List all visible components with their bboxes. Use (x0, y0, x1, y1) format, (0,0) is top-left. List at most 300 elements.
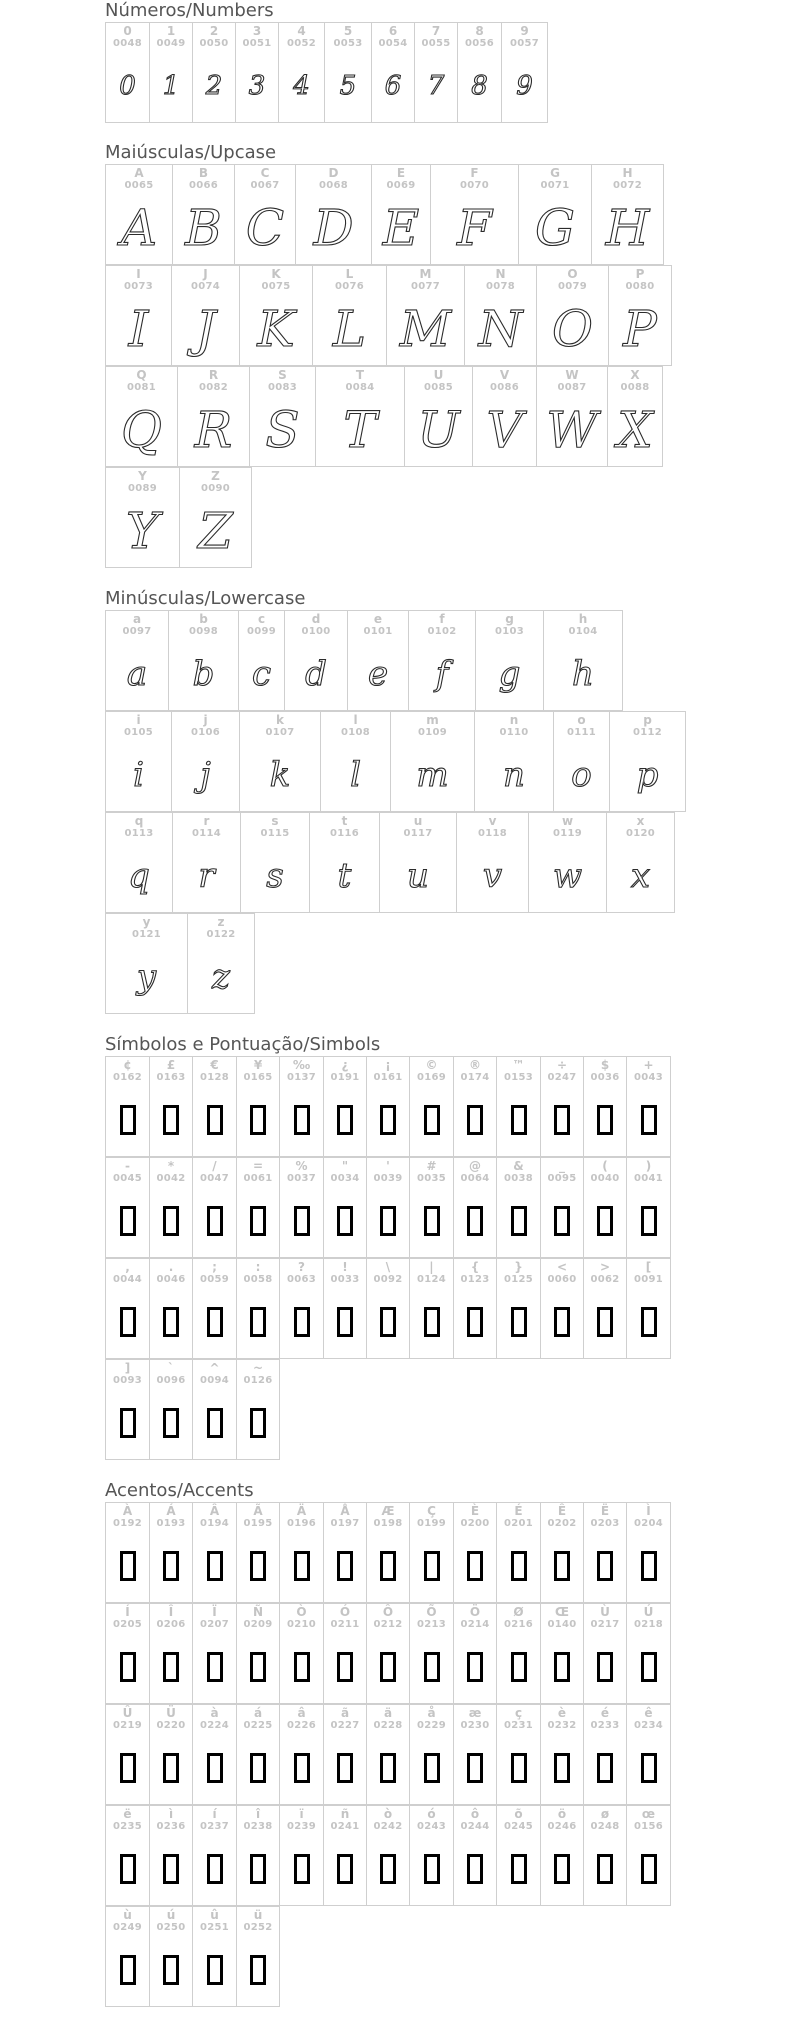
glyph-char-label: W (565, 368, 579, 382)
glyph-sample: Y (125, 502, 159, 560)
glyph-char-label: Ò (296, 1605, 307, 1619)
glyph-cell (408, 610, 476, 711)
glyph-cell (496, 1258, 541, 1359)
missing-glyph-icon (541, 1532, 583, 1600)
glyph-char-label: ó (427, 1807, 436, 1821)
glyph-char-label: j (203, 713, 208, 727)
glyph-char-label: ? (298, 1260, 305, 1274)
glyph-sample: 8 (471, 71, 488, 101)
glyph-cell (409, 1603, 454, 1704)
glyph-char-label: Ã (253, 1504, 263, 1518)
glyph-sample: O (552, 300, 593, 358)
glyph-char-label: ~ (252, 1361, 264, 1375)
glyph-code-label: 0085 (423, 382, 454, 393)
glyph-char-label: i (136, 713, 141, 727)
glyph-sample: c (251, 654, 272, 694)
glyph-sample: C (245, 199, 285, 257)
glyph-char-label: ç (514, 1706, 523, 1720)
glyph-cell (366, 1056, 410, 1157)
glyph-char-label: 1 (166, 24, 176, 38)
glyph-code-label: 0209 (243, 1619, 273, 1630)
glyph-code-label: 0174 (460, 1072, 490, 1083)
section-title: Símbolos e Pontuação/Simbols (105, 1034, 381, 1055)
section (105, 0, 547, 123)
glyph-code-label: 0060 (547, 1274, 577, 1285)
glyph-cell (192, 1258, 237, 1359)
glyph-code-label: 0045 (112, 1173, 143, 1184)
glyph-row (105, 1603, 670, 1704)
missing-glyph-icon (584, 1288, 626, 1356)
glyph-row (105, 812, 685, 913)
glyph-code-label: 0069 (386, 180, 416, 191)
glyph-char-label: 3 (252, 24, 262, 38)
glyph-code-label: 0198 (373, 1518, 403, 1529)
glyph-sample: B (185, 199, 222, 257)
glyph-code-label: 0051 (242, 38, 272, 49)
glyph-cell (474, 711, 554, 812)
glyph-code-label: 0037 (286, 1173, 317, 1184)
glyph-code-label: 0102 (427, 626, 457, 637)
glyph-cell (192, 1157, 237, 1258)
section-title: Acentos/Accents (105, 1480, 254, 1501)
glyph-cell (540, 1704, 584, 1805)
glyph-code-label: 0068 (318, 180, 349, 191)
glyph-row (105, 610, 685, 711)
glyph-cell (279, 1805, 324, 1906)
glyph-cell (323, 1603, 367, 1704)
glyph-char-label: ! (342, 1260, 348, 1274)
glyph-char-label: " (341, 1159, 349, 1173)
missing-glyph-icon (106, 1389, 149, 1457)
glyph-code-label: 0199 (416, 1518, 447, 1529)
glyph-char-label: Í (125, 1605, 130, 1619)
glyph-cell (386, 265, 465, 366)
missing-glyph-icon (324, 1187, 366, 1255)
glyph-code-label: 0218 (633, 1619, 664, 1630)
glyph-char-label: p (643, 713, 652, 727)
glyph-char-label: â (297, 1706, 306, 1720)
section (105, 1034, 670, 1460)
glyph-char-label: ä (383, 1706, 393, 1720)
glyph-cell (105, 164, 173, 265)
glyph-sample: U (417, 401, 460, 459)
glyph-code-label: 0211 (330, 1619, 360, 1630)
glyph-code-label: 0219 (112, 1720, 143, 1731)
glyph-code-label: 0036 (590, 1072, 620, 1083)
glyph-row (105, 265, 671, 366)
glyph-code-label: 0213 (416, 1619, 447, 1630)
glyph-cell (583, 1157, 627, 1258)
glyph-char-label: b (199, 612, 208, 626)
glyph-code-label: 0081 (126, 382, 157, 393)
glyph-sample: k (269, 755, 291, 795)
glyph-char-label: N (495, 267, 506, 281)
glyph-code-label: 0033 (330, 1274, 360, 1285)
glyph-code-label: 0097 (122, 626, 152, 637)
glyph-char-label: , (125, 1260, 130, 1274)
glyph-cell (279, 1056, 324, 1157)
glyph-char-label: r (203, 814, 210, 828)
section-title: Minúsculas/Lowercase (105, 588, 306, 609)
glyph-sample: u (407, 856, 429, 896)
glyph-sample: p (636, 755, 659, 795)
glyph-char-label: ¡ (385, 1058, 391, 1072)
glyph-char-label: > (599, 1260, 611, 1274)
glyph-cell (540, 1603, 584, 1704)
glyph-code-label: 0236 (156, 1821, 186, 1832)
glyph-row (105, 711, 685, 812)
missing-glyph-icon (410, 1288, 453, 1356)
glyph-char-label: í (212, 1807, 217, 1821)
glyph-cell (540, 1502, 584, 1603)
glyph-code-label: 0197 (330, 1518, 360, 1529)
missing-glyph-icon (106, 1187, 149, 1255)
glyph-cell (591, 164, 664, 265)
glyph-cell (496, 1056, 541, 1157)
glyph-code-label: 0073 (123, 281, 154, 292)
glyph-code-label: 0217 (590, 1619, 620, 1630)
glyph-cell (149, 1056, 193, 1157)
missing-glyph-icon (454, 1187, 496, 1255)
glyph-char-label: G (550, 166, 560, 180)
glyph-cell (323, 1502, 367, 1603)
glyph-cell (240, 812, 310, 913)
glyph-code-label: 0126 (243, 1375, 273, 1386)
glyph-cell (171, 265, 240, 366)
glyph-row (105, 1056, 670, 1157)
missing-glyph-icon (541, 1835, 583, 1903)
missing-glyph-icon (584, 1187, 626, 1255)
missing-glyph-icon (367, 1086, 409, 1154)
missing-glyph-icon (497, 1086, 540, 1154)
missing-glyph-icon (497, 1835, 540, 1903)
missing-glyph-icon (497, 1734, 540, 1802)
glyph-char-label: { (470, 1260, 480, 1274)
glyph-code-label: 0245 (503, 1821, 534, 1832)
glyph-char-label: X (630, 368, 640, 382)
glyph-cell (379, 812, 457, 913)
glyph-sample: J (195, 300, 216, 358)
glyph-char-label: ú (166, 1908, 176, 1922)
glyph-cell (626, 1603, 671, 1704)
glyph-sample: D (313, 199, 354, 257)
glyph-cell (430, 164, 519, 265)
glyph-code-label: 0109 (417, 727, 448, 738)
glyph-char-label: ¥ (253, 1058, 263, 1072)
glyph-code-label: 0041 (633, 1173, 664, 1184)
glyph-cell (626, 1056, 671, 1157)
glyph-cell (323, 1056, 367, 1157)
glyph-char-label: 0 (123, 24, 132, 38)
glyph-cell (518, 164, 592, 265)
glyph-sample: w (552, 856, 583, 896)
glyph-char-label: ò (383, 1807, 393, 1821)
glyph-code-label: 0234 (633, 1720, 664, 1731)
glyph-char-label: ¢ (123, 1058, 132, 1072)
glyph-char-label: y (142, 915, 151, 929)
glyph-char-label: ã (340, 1706, 350, 1720)
glyph-code-label: 0067 (250, 180, 280, 191)
missing-glyph-icon (150, 1734, 192, 1802)
glyph-cell (409, 1056, 454, 1157)
glyph-cell (414, 22, 458, 123)
glyph-char-label: S (278, 368, 287, 382)
glyph-cell (472, 366, 537, 467)
glyph-char-label: v (488, 814, 497, 828)
glyph-cell (404, 366, 473, 467)
glyph-char-label: Ä (296, 1504, 307, 1518)
glyph-cell (171, 711, 240, 812)
glyph-code-label: 0092 (373, 1274, 403, 1285)
glyph-cell (149, 1157, 193, 1258)
missing-glyph-icon (541, 1734, 583, 1802)
missing-glyph-icon (237, 1288, 279, 1356)
glyph-char-label: O (567, 267, 578, 281)
glyph-cell (149, 1603, 193, 1704)
glyph-char-label: | (429, 1260, 434, 1274)
glyph-cell (626, 1805, 671, 1906)
glyph-cell (236, 1056, 280, 1157)
glyph-char-label: k (276, 713, 284, 727)
missing-glyph-icon (150, 1633, 192, 1701)
glyph-char-label: Ø (513, 1605, 524, 1619)
glyph-char-label: û (210, 1908, 219, 1922)
glyph-sample: b (192, 654, 215, 694)
glyph-cell (475, 610, 544, 711)
glyph-cell (553, 711, 610, 812)
glyph-code-label: 0156 (633, 1821, 664, 1832)
glyph-code-label: 0207 (199, 1619, 230, 1630)
glyph-char-label: L (345, 267, 354, 281)
missing-glyph-icon (150, 1187, 192, 1255)
glyph-char-label: D (328, 166, 339, 180)
glyph-code-label: 0086 (489, 382, 520, 393)
glyph-code-label: 0042 (156, 1173, 186, 1184)
missing-glyph-icon (193, 1187, 236, 1255)
glyph-code-label: 0248 (590, 1821, 620, 1832)
glyph-sample: d (305, 654, 327, 694)
glyph-cell (543, 610, 623, 711)
glyph-code-label: 0064 (460, 1173, 490, 1184)
glyph-char-label: f (439, 612, 445, 626)
glyph-sample: R (194, 401, 233, 459)
missing-glyph-icon (497, 1532, 540, 1600)
glyph-code-label: 0204 (633, 1518, 664, 1529)
glyph-cell (528, 812, 607, 913)
section-title: Maiúsculas/Upcase (105, 142, 277, 163)
glyph-code-label: 0212 (373, 1619, 403, 1630)
glyph-char-label: ø (600, 1807, 610, 1821)
glyph-code-label: 0106 (190, 727, 221, 738)
glyph-char-label: * (167, 1159, 175, 1173)
glyph-cell (457, 22, 502, 123)
glyph-row (105, 164, 671, 265)
missing-glyph-icon (541, 1288, 583, 1356)
glyph-sample: v (482, 856, 503, 896)
missing-glyph-icon (627, 1086, 670, 1154)
missing-glyph-icon (106, 1633, 149, 1701)
missing-glyph-icon (237, 1734, 279, 1802)
glyph-cell (366, 1603, 410, 1704)
glyph-cell (235, 22, 279, 123)
glyph-code-label: 0230 (460, 1720, 490, 1731)
glyph-char-label: Õ (426, 1605, 437, 1619)
missing-glyph-icon (280, 1633, 323, 1701)
glyph-cell (453, 1502, 497, 1603)
glyph-code-label: 0116 (329, 828, 360, 839)
glyph-code-label: 0128 (199, 1072, 230, 1083)
glyph-cell (453, 1704, 497, 1805)
missing-glyph-icon (541, 1187, 583, 1255)
glyph-cell (249, 366, 316, 467)
glyph-sample: a (126, 654, 148, 694)
glyph-char-label: - (125, 1159, 130, 1173)
glyph-char-label: ù (123, 1908, 132, 1922)
glyph-char-label: & (513, 1159, 524, 1173)
glyph-cell (149, 1258, 193, 1359)
glyph-code-label: 0220 (156, 1720, 186, 1731)
glyph-char-label: ê (644, 1706, 653, 1720)
glyph-sample: r (198, 856, 215, 896)
glyph-code-label: 0055 (421, 38, 451, 49)
glyph-code-label: 0048 (112, 38, 143, 49)
glyph-row (105, 467, 671, 568)
glyph-cell (453, 1258, 497, 1359)
missing-glyph-icon (627, 1835, 670, 1903)
glyph-char-label: ñ (340, 1807, 350, 1821)
glyph-code-label: 0140 (547, 1619, 577, 1630)
glyph-sample: 3 (248, 71, 266, 101)
glyph-char-label: É (514, 1504, 523, 1518)
glyph-char-label: Ë (600, 1504, 610, 1518)
glyph-code-label: 0046 (156, 1274, 186, 1285)
glyph-cell (149, 1502, 193, 1603)
glyph-cell (177, 366, 250, 467)
glyph-char-label: å (427, 1706, 436, 1720)
glyph-code-label: 0246 (547, 1821, 577, 1832)
glyph-code-label: 0107 (265, 727, 295, 738)
glyph-code-label: 0110 (499, 727, 529, 738)
glyph-sample: H (605, 199, 650, 257)
glyph-cell (366, 1704, 410, 1805)
glyph-char-label: _ (559, 1159, 565, 1173)
glyph-code-label: 0059 (199, 1274, 230, 1285)
glyph-row (105, 1502, 670, 1603)
missing-glyph-icon (280, 1835, 323, 1903)
glyph-code-label: 0094 (199, 1375, 230, 1386)
glyph-cell (239, 711, 321, 812)
glyph-cell (320, 711, 391, 812)
glyph-char-label: 6 (388, 24, 398, 38)
glyph-row (105, 1359, 670, 1460)
glyph-cell (371, 22, 415, 123)
missing-glyph-icon (584, 1734, 626, 1802)
glyph-code-label: 0163 (156, 1072, 186, 1083)
glyph-sample: S (265, 401, 300, 459)
glyph-code-label: 0115 (260, 828, 290, 839)
glyph-cell (409, 1502, 454, 1603)
glyph-sample: 1 (162, 71, 180, 101)
glyph-code-label: 0089 (127, 483, 158, 494)
glyph-code-label: 0083 (267, 382, 298, 393)
glyph-sample: 4 (293, 71, 310, 101)
glyph-cell (236, 1704, 280, 1805)
missing-glyph-icon (324, 1835, 366, 1903)
missing-glyph-icon (150, 1389, 192, 1457)
glyph-char-label: l (353, 713, 358, 727)
glyph-code-label: 0034 (330, 1173, 360, 1184)
glyph-code-label: 0056 (464, 38, 495, 49)
missing-glyph-icon (324, 1532, 366, 1600)
glyph-char-label: T (355, 368, 365, 382)
glyph-sample: j (200, 755, 211, 795)
glyph-cell (453, 1603, 497, 1704)
glyph-sample: z (212, 957, 230, 997)
glyph-char-label: z (217, 915, 225, 929)
glyph-char-label: ; (212, 1260, 217, 1274)
glyph-code-label: 0237 (199, 1821, 230, 1832)
glyph-cell (105, 1056, 150, 1157)
glyph-char-label: æ (468, 1706, 482, 1720)
glyph-cell (105, 467, 180, 568)
glyph-code-label: 0066 (188, 180, 219, 191)
glyph-char-label: à (210, 1706, 219, 1720)
missing-glyph-icon (497, 1633, 540, 1701)
glyph-code-label: 0049 (156, 38, 186, 49)
glyph-char-label: ë (123, 1807, 132, 1821)
glyph-cell (309, 812, 380, 913)
glyph-code-label: 0065 (124, 180, 154, 191)
glyph-code-label: 0232 (547, 1720, 577, 1731)
glyph-cell (105, 610, 169, 711)
glyph-sample: h (572, 654, 594, 694)
glyph-char-label: H (622, 166, 633, 180)
glyph-cell (192, 1603, 237, 1704)
glyph-cell (583, 1805, 627, 1906)
glyph-code-label: 0117 (403, 828, 433, 839)
glyph-code-label: 0096 (156, 1375, 186, 1386)
glyph-char-label: P (635, 267, 645, 281)
glyph-cell (172, 164, 235, 265)
missing-glyph-icon (410, 1633, 453, 1701)
glyph-code-label: 0088 (620, 382, 650, 393)
glyph-char-label: Ô (382, 1605, 394, 1619)
glyph-row (105, 1704, 670, 1805)
glyph-cell (409, 1157, 454, 1258)
glyph-cell (192, 1502, 237, 1603)
missing-glyph-icon (627, 1633, 670, 1701)
glyph-cell (496, 1805, 541, 1906)
glyph-cell (501, 22, 548, 123)
missing-glyph-icon (237, 1532, 279, 1600)
missing-glyph-icon (454, 1835, 496, 1903)
missing-glyph-icon (541, 1633, 583, 1701)
glyph-char-label: ü (253, 1908, 263, 1922)
glyph-code-label: 0112 (632, 727, 663, 738)
glyph-char-label: K (271, 267, 281, 281)
glyph-cell (536, 265, 609, 366)
glyph-code-label: 0093 (112, 1375, 143, 1386)
missing-glyph-icon (106, 1288, 149, 1356)
glyph-cell (179, 467, 252, 568)
glyph-char-label: C (260, 166, 270, 180)
glyph-cell (192, 1359, 237, 1460)
glyph-char-label: # (426, 1159, 437, 1173)
glyph-char-label: 2 (209, 24, 219, 38)
glyph-char-label: R (208, 368, 219, 382)
glyph-code-label: 0039 (373, 1173, 403, 1184)
glyph-code-label: 0099 (246, 626, 277, 637)
